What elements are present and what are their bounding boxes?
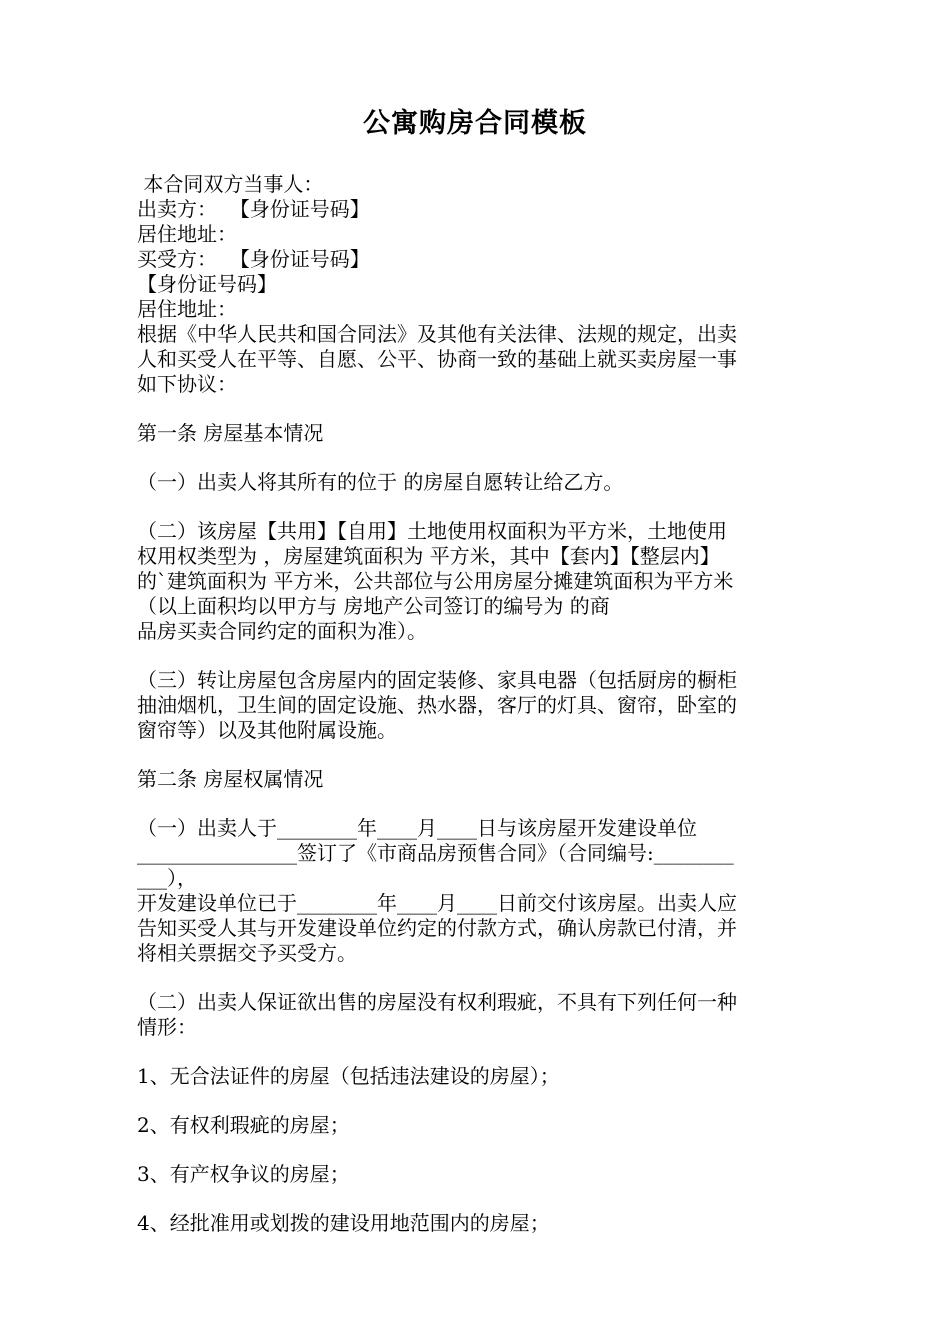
article-2-item-1-line: 将相关票据交予买受方。 xyxy=(137,941,357,965)
intro-line: 人和买受人在平等、自愿、公平、协商一致的基础上就买卖房屋一事 xyxy=(137,347,737,371)
buyer-address-line: 居住地址： xyxy=(137,297,237,321)
article-1-item-3-line: （三）转让房屋包含房屋内的固定装修、家具电器（包括厨房的橱柜 xyxy=(137,668,737,692)
paragraph-gap xyxy=(137,1138,813,1162)
article-1-item-3 xyxy=(137,668,813,743)
article-2-item-2-line: （二）出卖人保证欲出售的房屋没有权利瑕疵，不具有下列任何一种 xyxy=(137,990,737,1014)
paragraph-gap xyxy=(137,792,813,816)
seller-line: 出卖方： 【身份证号码】 xyxy=(137,197,370,221)
article-2-item-1-line: ________________签订了《市商品房预售合同》（合同编号:________ xyxy=(137,841,734,865)
paragraph-gap xyxy=(137,495,813,519)
document-title: 公寓购房合同模板 xyxy=(363,108,587,139)
paragraph-gap xyxy=(137,1089,813,1113)
article-2-item-1-line: ___）， xyxy=(137,866,197,890)
article-1-item-2-line: 品房买卖合同约定的面积为准）。 xyxy=(137,619,427,643)
seller-address-line: 居住地址： xyxy=(137,222,237,246)
intro-paragraph xyxy=(137,322,813,397)
paragraph-gap xyxy=(137,1040,813,1064)
article-1-item-2-line: 权用权类型为 ，房屋建筑面积为 平方米，其中【套内】【整层内】 xyxy=(137,544,720,568)
article-2-item-2 xyxy=(137,990,813,1040)
list-item: 1、无合法证件的房屋（包括违法建设的房屋）； xyxy=(137,1064,560,1088)
buyer-line: 买受方： 【身份证号码】 xyxy=(137,247,370,271)
paragraph-gap xyxy=(137,743,813,767)
article-2-item-1-line: 开发建设单位已于________年____月____日前交付该房屋。出卖人应 xyxy=(137,891,737,915)
article-1-item-3-line: 窗帘等）以及其他附属设施。 xyxy=(137,718,397,742)
article-1-item-2-line: （以上面积均以甲方与 房地产公司签订的编号为 的商 xyxy=(137,594,610,618)
paragraph-gap xyxy=(137,446,813,470)
article-2-item-1-line: （一）出卖人于________年____月____日与该房屋开发建设单位 xyxy=(137,816,697,840)
buyer-id-line: 【身份证号码】 xyxy=(137,272,277,296)
list-item: 4、经批准用或划拨的建设用地范围内的房屋； xyxy=(137,1211,550,1235)
article-1-item-2-line: （二）该房屋【共用】【自用】土地使用权面积为平方米，土地使用 xyxy=(137,519,727,543)
parties-intro-line: 本合同双方当事人： xyxy=(137,172,324,196)
article-2-item-2-line: 情形： xyxy=(137,1015,197,1039)
paragraph-gap xyxy=(137,1187,813,1211)
paragraph-gap xyxy=(137,397,813,421)
paragraph-gap xyxy=(137,966,813,990)
document-body xyxy=(137,172,813,1236)
intro-line: 根据《中华人民共和国合同法》及其他有关法律、法规的规定，出卖 xyxy=(137,322,737,346)
parties-block xyxy=(137,172,813,322)
intro-line: 如下协议： xyxy=(137,372,237,396)
article-2-item-1-line: 告知买受人其与开发建设单位约定的付款方式，确认房款已付清，并 xyxy=(137,916,737,940)
article-1-item-1: （一）出卖人将其所有的位于 的房屋自愿转让给乙方。 xyxy=(137,470,624,494)
article-1-heading: 第一条 房屋基本情况 xyxy=(137,421,324,445)
article-1-item-3-line: 抽油烟机，卫生间的固定设施、热水器，客厅的灯具、窗帘，卧室的 xyxy=(137,693,737,717)
article-1-item-2-line: 的`建筑面积为 平方米，公共部位与公用房屋分摊建筑面积为平方米 xyxy=(137,569,734,593)
list-item: 3、有产权争议的房屋； xyxy=(137,1162,350,1186)
article-2-item-1 xyxy=(137,816,813,966)
article-2-heading: 第二条 房屋权属情况 xyxy=(137,767,324,791)
paragraph-gap xyxy=(137,644,813,668)
article-1-item-2 xyxy=(137,519,813,644)
list-item: 2、有权利瑕疵的房屋； xyxy=(137,1113,350,1137)
